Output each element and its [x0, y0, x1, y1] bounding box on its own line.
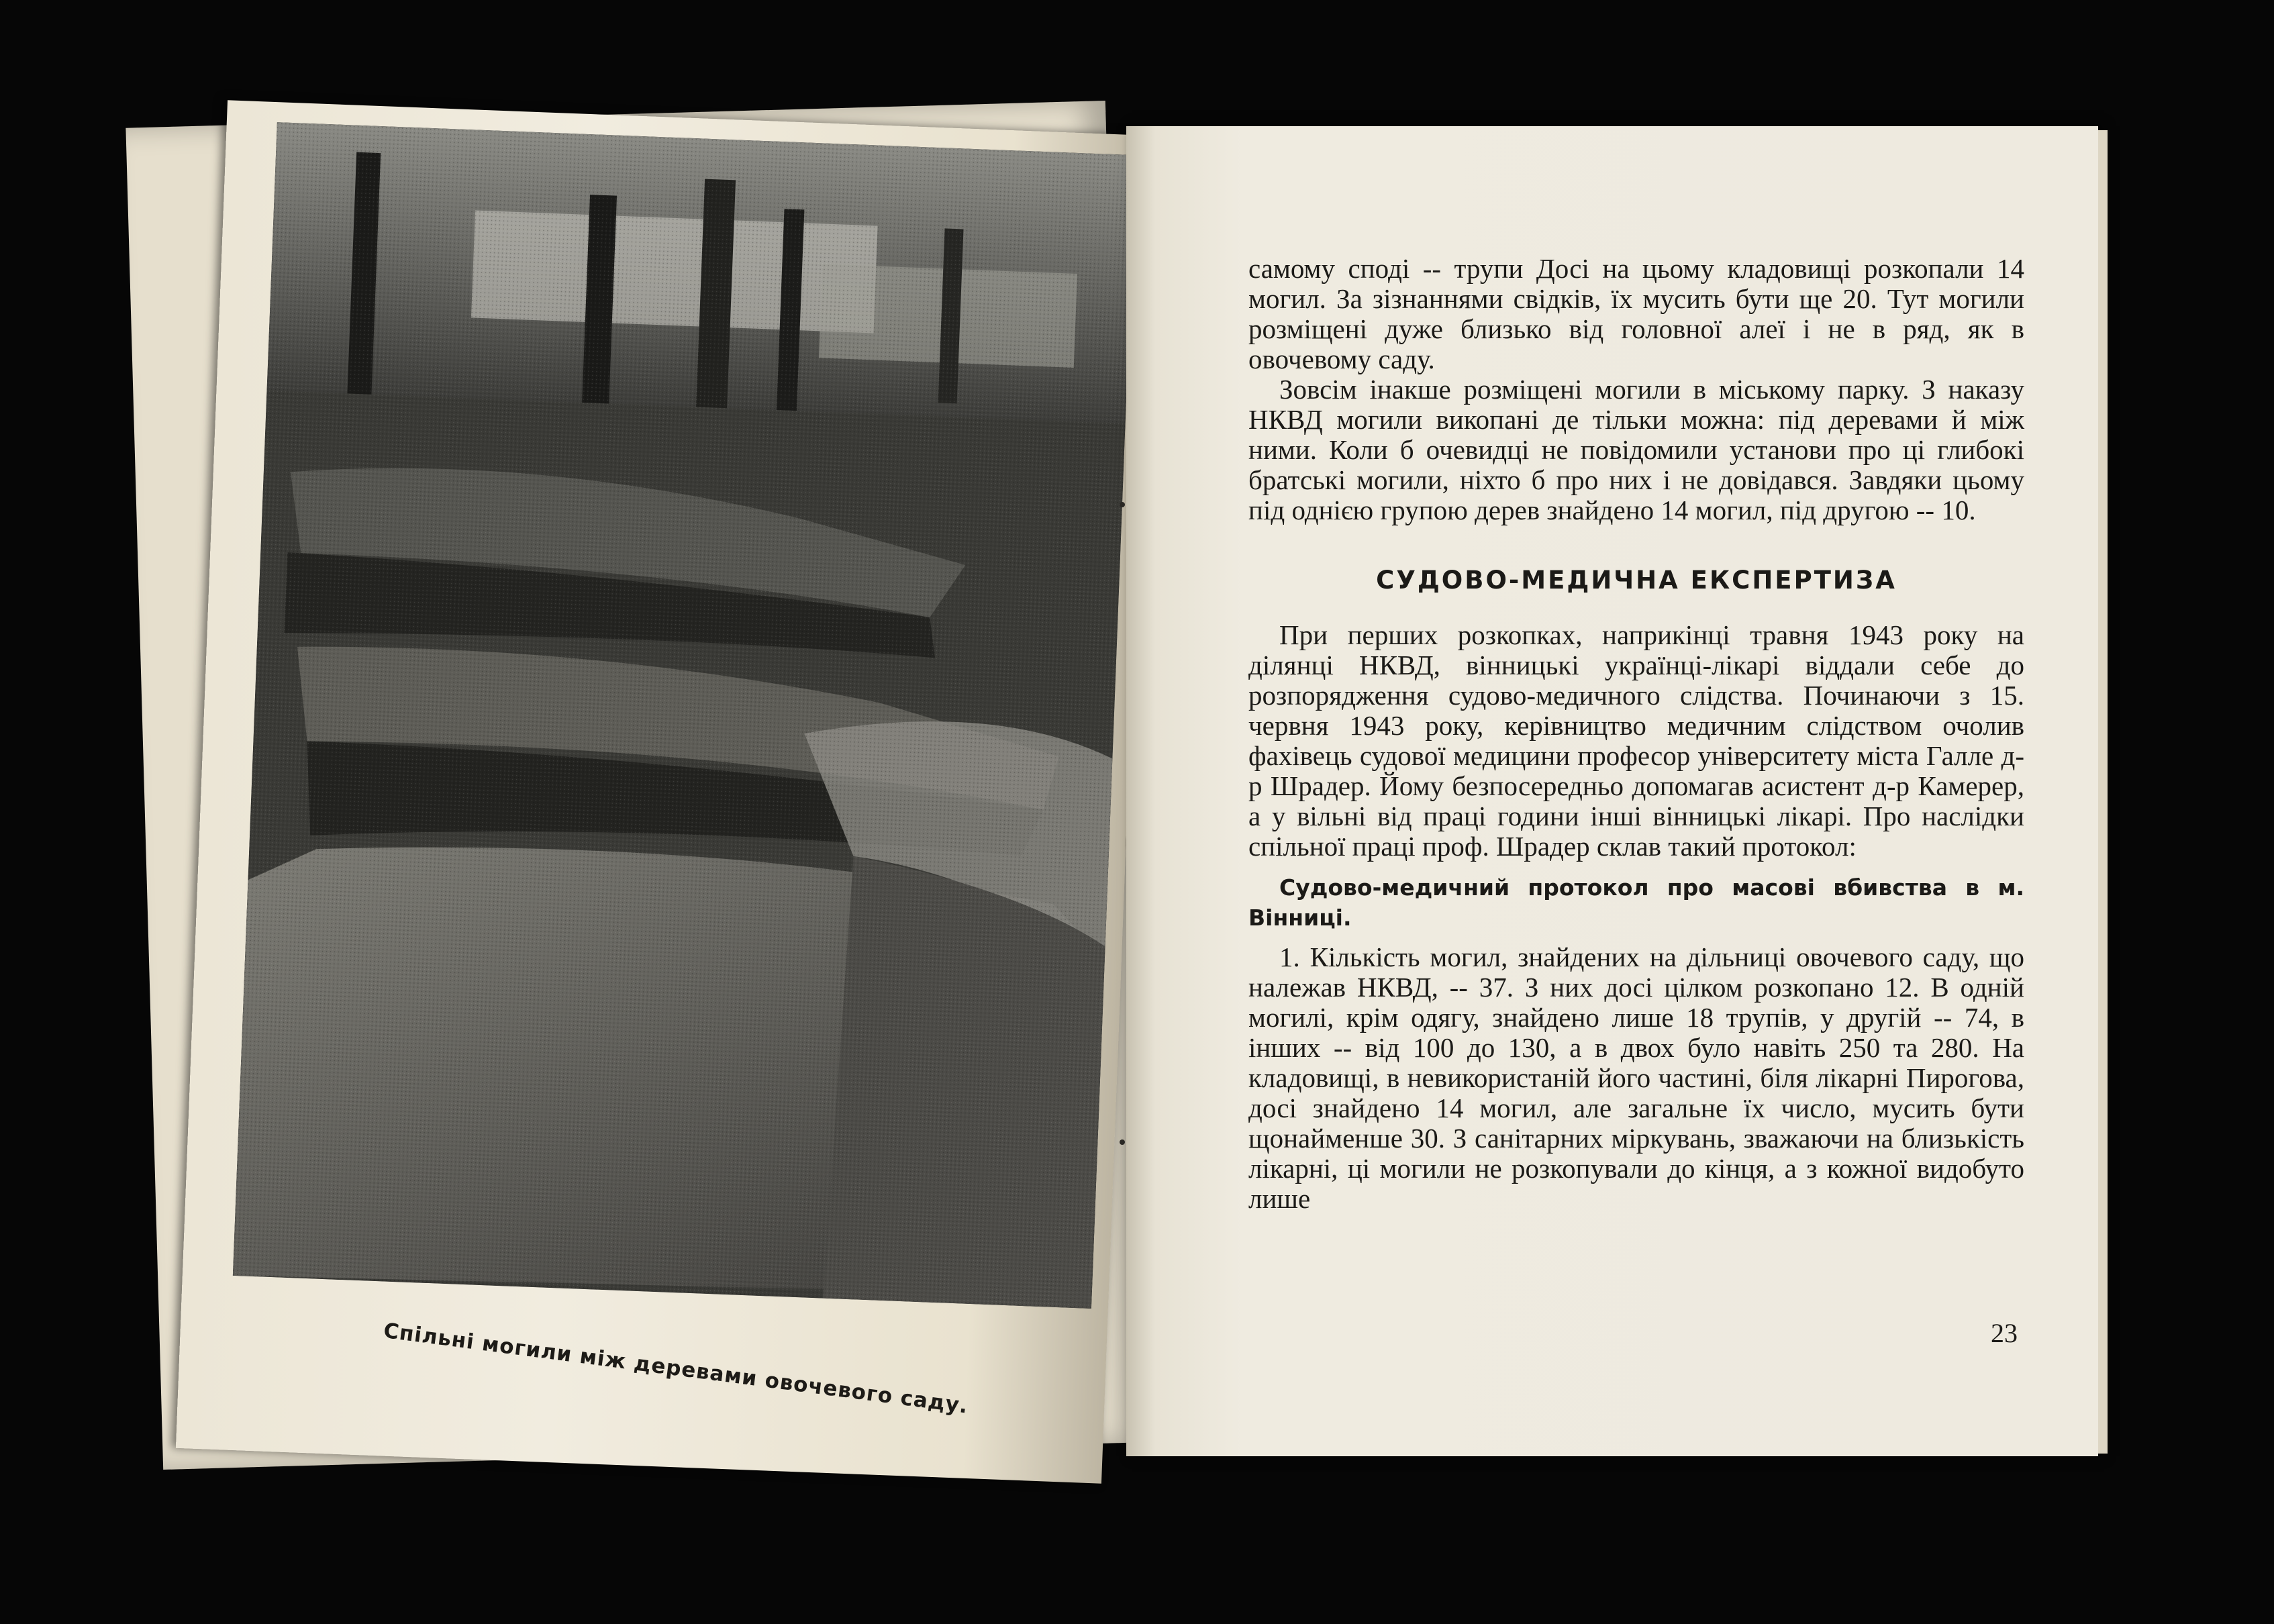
right-page	[1126, 126, 2098, 1456]
paragraph-graves-cemetery: самому споді -- трупи Досі на цьому кладовищі розкопали 14 могил. За зізнаннями свідків, їх мусить бути ще 20. Тут могили розміщені дуже близько від головної алеї і не в ряд, як в овочевому саду.	[1248, 253, 2024, 374]
left-page	[176, 100, 1153, 1483]
photo-caption: Спільні могили між деревами овочевого саду.	[382, 1318, 970, 1419]
page-edge	[2098, 130, 2108, 1454]
paragraph-protocol: 1. Кількість могил, знайдених на дільниці овочевого саду, що належав НКВД, -- 37. З них досі цілком розкопано 12. В одній могилі, крім одягу, знайдено лише 18 трупів, у другій -- 74, в інших -- від 100 до 130, а в двох було навіть 250 та 280. На кладовищі, в невикористаній його частині, біля лікарні Пирогова, досі знайдено 14 могил, але загальне їх число, мусить бути щонайменше 30. З санітарних міркувань, зважаючи на близькість лікарні, ці могили не розкопували до кінця, а з кожної видобуто лише	[1248, 942, 2024, 1214]
text-column	[1248, 254, 2024, 1214]
paragraph-graves-park: Зовсім інакше розміщені могили в міському парку. З наказу НКВД могили викопані де тільки можна: під деревами й між ними. Коли б очевидці не повідомили установи про ці глибокі братські могили, ніхто б про них і не довідався. Завдяки цьому під однією групою дерев знайдено 14 могил, під другою -- 10.	[1248, 374, 2024, 525]
binding-mark	[1120, 502, 1125, 507]
photograph-icon	[233, 122, 1136, 1309]
protocol-heading: Судово-медичний протокол про масові вбивства в м. Вінниці.	[1248, 874, 2024, 931]
paragraph-expertise: При перших розкопках, наприкінці травня 1943 року на ділянці НКВД, вінницькі українці-лікарі віддали себе до розпорядження судово-медичного слідства. Починаючи з 15. червня 1943 року, керівництво медичним слідством очолив фахівець судової медицини професор університету міста Галле д-р Шрадер. Йому безпосередньо допомагав асистент д-р Камерер, а у вільні від праці години інші вінницькі лікарі. Про наслідки спільної праці проф. Шрадер склав такий протокол:	[1248, 619, 2024, 862]
grave-photograph	[233, 122, 1136, 1309]
section-heading: СУДОВО-МЕДИЧНА ЕКСПЕРТИЗА	[1376, 566, 1897, 595]
page-number: 23	[1991, 1318, 2018, 1348]
binding-mark	[1120, 1139, 1125, 1145]
